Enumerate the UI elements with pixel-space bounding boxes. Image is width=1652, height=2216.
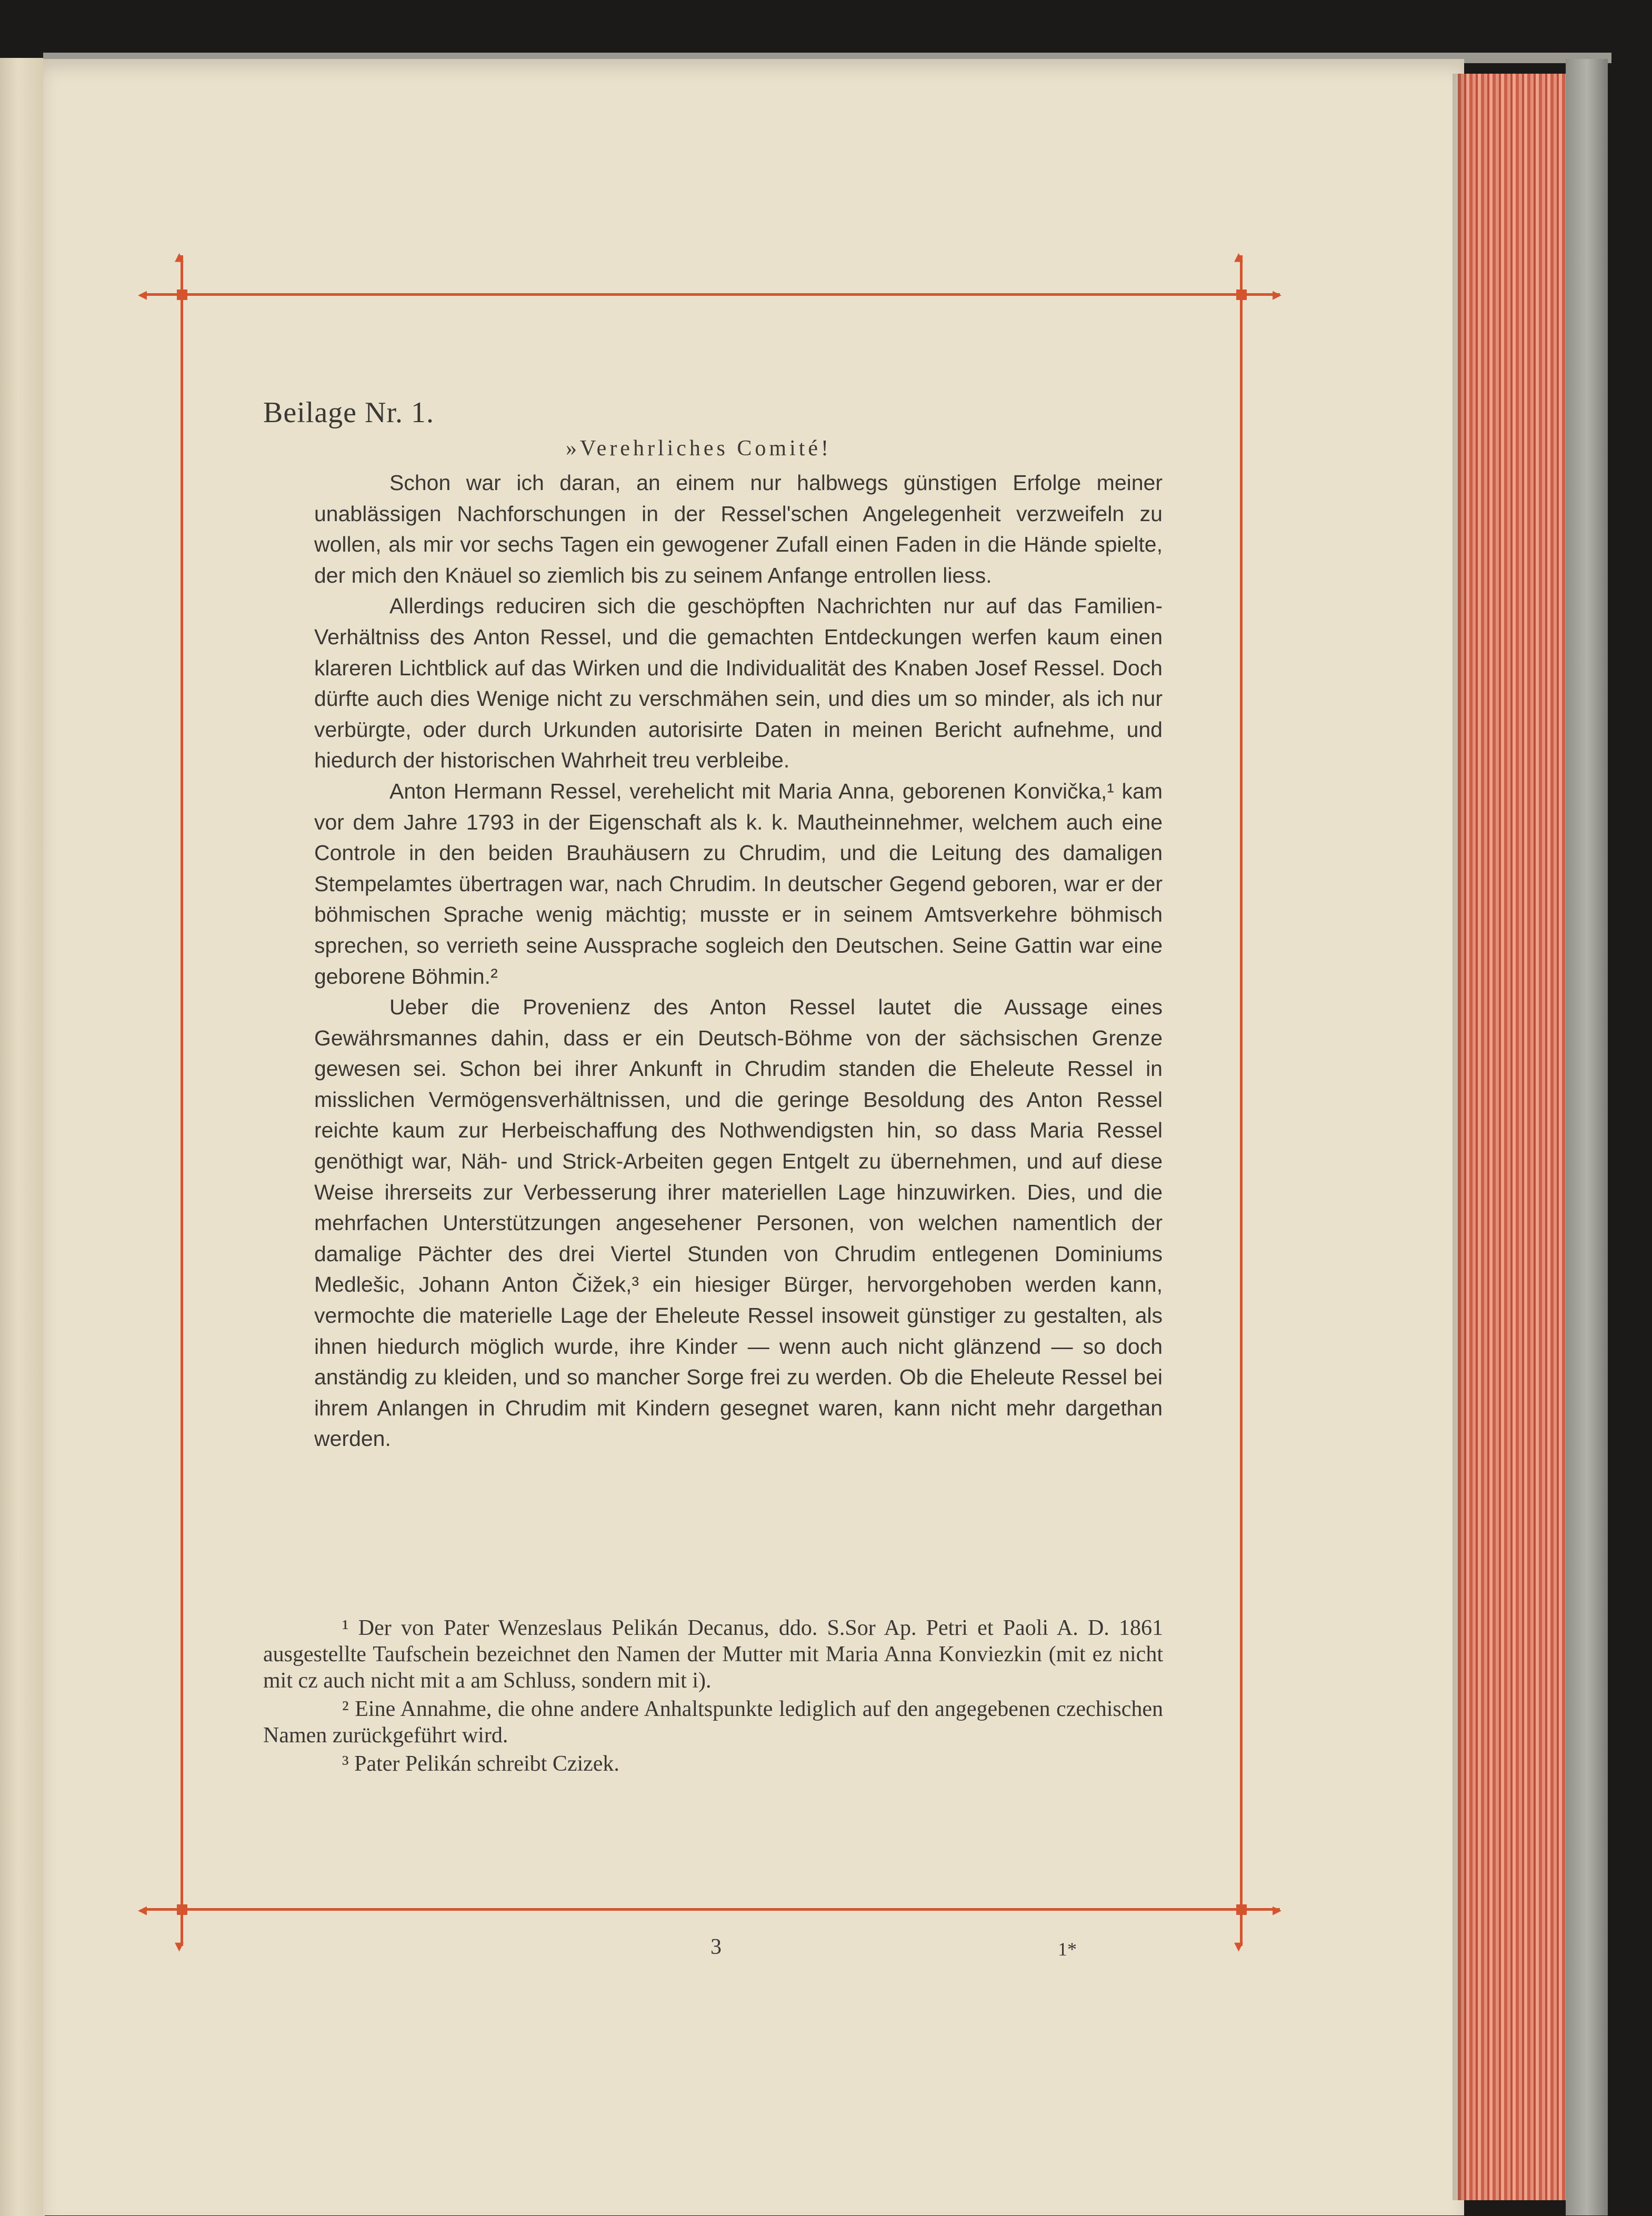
frame-arrow-icon: ▴ <box>1234 246 1244 267</box>
letter-body <box>314 467 1163 1454</box>
frame-right-line <box>1240 255 1243 1946</box>
paragraph: Ueber die Provenienz des Anton Ressel lautet die Aussage eines Gewährsmannes dahin, dass er ein Deutsch-Böhme von der sächsischen Grenze gewesen sei. Schon bei ihrer Ankunft in Chrudim standen die Eheleute Ressel in misslichen Vermögensverhältnissen, und die geringe Besoldung des Anton Ressel reichte kaum zur Herbeischaffung des Nothwendigsten hin, so dass Maria Ressel genöthigt war, Näh- und Strick-Arbeiten gegen Entgelt zu übernehmen, und auf diese Weise ihrerseits zur Verbesserung ihrer materiellen Lage hinzuwirken. Dies, und die mehrfachen Unterstützungen angesehener Personen, von welchen namentlich der damalige Pächter des drei Viertel Stunden von Chrudim entlegenen Dominiums Medlešic, Johann Anton Čižek,³ ein hiesiger Bürger, hervorgehoben werden kann, vermochte die materielle Lage der Eheleute Ressel insoweit günstiger zu gestalten, als ihnen hiedurch möglich wurde, ihre Kinder — wenn auch nicht glänzend — so doch anständig zu kleiden, und so mancher Sorge frei zu werden. Ob die Eheleute Ressel bei ihrem Anlangen in Chrudim mit Kindern gesegnet waren, kann nicht mehr dargethan werden. <box>314 995 1163 1451</box>
frame-arrow-icon: ◂ <box>138 284 147 305</box>
frame-corner-ornament-tr <box>1236 290 1247 300</box>
footnotes <box>263 1615 1163 1779</box>
paragraph: Allerdings reduciren sich die geschöpften Nachrichten nur auf das Familien-Verhältniss des Anton Ressel, und die gemachten Entdeckungen werfen kaum einen klareren Lichtblick auf das Wirken und die Individualität des Knaben Josef Ressel. Doch dürfte auch dies Wenige nicht zu verschmähen sein, und dies um so minder, als ich nur verbürgte, oder durch Urkunden autorisirte Daten in meinen Bericht aufnehme, und hiedurch der historischen Wahrheit treu verbleibe. <box>314 594 1163 773</box>
frame-bottom-line <box>143 1908 1280 1911</box>
page-heading: Beilage Nr. 1. <box>263 396 435 429</box>
footnote: ³ Pater Pelikán schreibt Czizek. <box>342 1752 619 1776</box>
salutation: »Verehrliches Comité! <box>566 436 832 461</box>
frame-arrow-icon: ▴ <box>175 246 184 267</box>
footnote: ² Eine Annahme, die ohne andere Anhaltspunkte lediglich auf den angegebenen czechischen Namen zurückgeführt wird. <box>263 1697 1163 1748</box>
frame-corner-ornament-bl <box>177 1904 187 1915</box>
left-page-edge <box>0 58 45 2216</box>
frame-corner-ornament-br <box>1236 1904 1247 1915</box>
frame-arrow-icon: ▸ <box>1273 284 1282 305</box>
signature-mark: 1* <box>1058 1939 1077 1960</box>
footnote: ¹ Der von Pater Wenzeslaus Pelikán Decanus, ddo. S.Sor Ap. Petri et Paoli A. D. 1861 ausgestellte Taufschein bezeichnet den Namen der Mutter mit Maria Anna Konviezkin (mit ez nicht mit cz auch nicht mit a am Schluss, sondern mit i). <box>263 1616 1163 1693</box>
frame-arrow-icon: ▾ <box>1234 1935 1244 1957</box>
frame-left-line <box>181 255 183 1946</box>
page-number: 3 <box>710 1935 722 1959</box>
paragraph: Schon war ich daran, an einem nur halbwegs günstigen Erfolge meiner unablässigen Nachforschungen in der Ressel'schen Angelegenheit verzweifeln zu wollen, als mir vor sechs Tagen ein gewogener Zufall einen Faden in die Hände spielte, der mich den Knäuel so ziemlich bis zu seinem Anfange entrollen liess. <box>314 471 1163 587</box>
page-edges <box>1458 74 1568 2200</box>
frame-arrow-icon: ▸ <box>1273 1899 1282 1920</box>
gutter-shadow <box>1453 74 1468 2200</box>
frame-arrow-icon: ▾ <box>175 1935 184 1957</box>
frame-corner-ornament-tl <box>177 290 187 300</box>
frame-top-line <box>143 293 1280 296</box>
book-cover-right <box>1566 59 1608 2215</box>
paragraph: Anton Hermann Ressel, verehelicht mit Maria Anna, geborenen Konvička,¹ kam vor dem Jahre 1793 in der Eigenschaft als k. k. Mautheinnehmer, welchem auch eine Controle in den beiden Brauhäusern zu Chrudim, und die Leitung des damaligen Stempelamtes übertragen war, nach Chrudim. In deutscher Gegend geboren, war er der böhmischen Sprache wenig mächtig; musste er in seinem Amtsverkehre böhmisch sprechen, so verrieth seine Aussprache sogleich den Deutschen. Seine Gattin war eine geborene Böhmin.² <box>314 778 1163 989</box>
frame-arrow-icon: ◂ <box>138 1899 147 1920</box>
